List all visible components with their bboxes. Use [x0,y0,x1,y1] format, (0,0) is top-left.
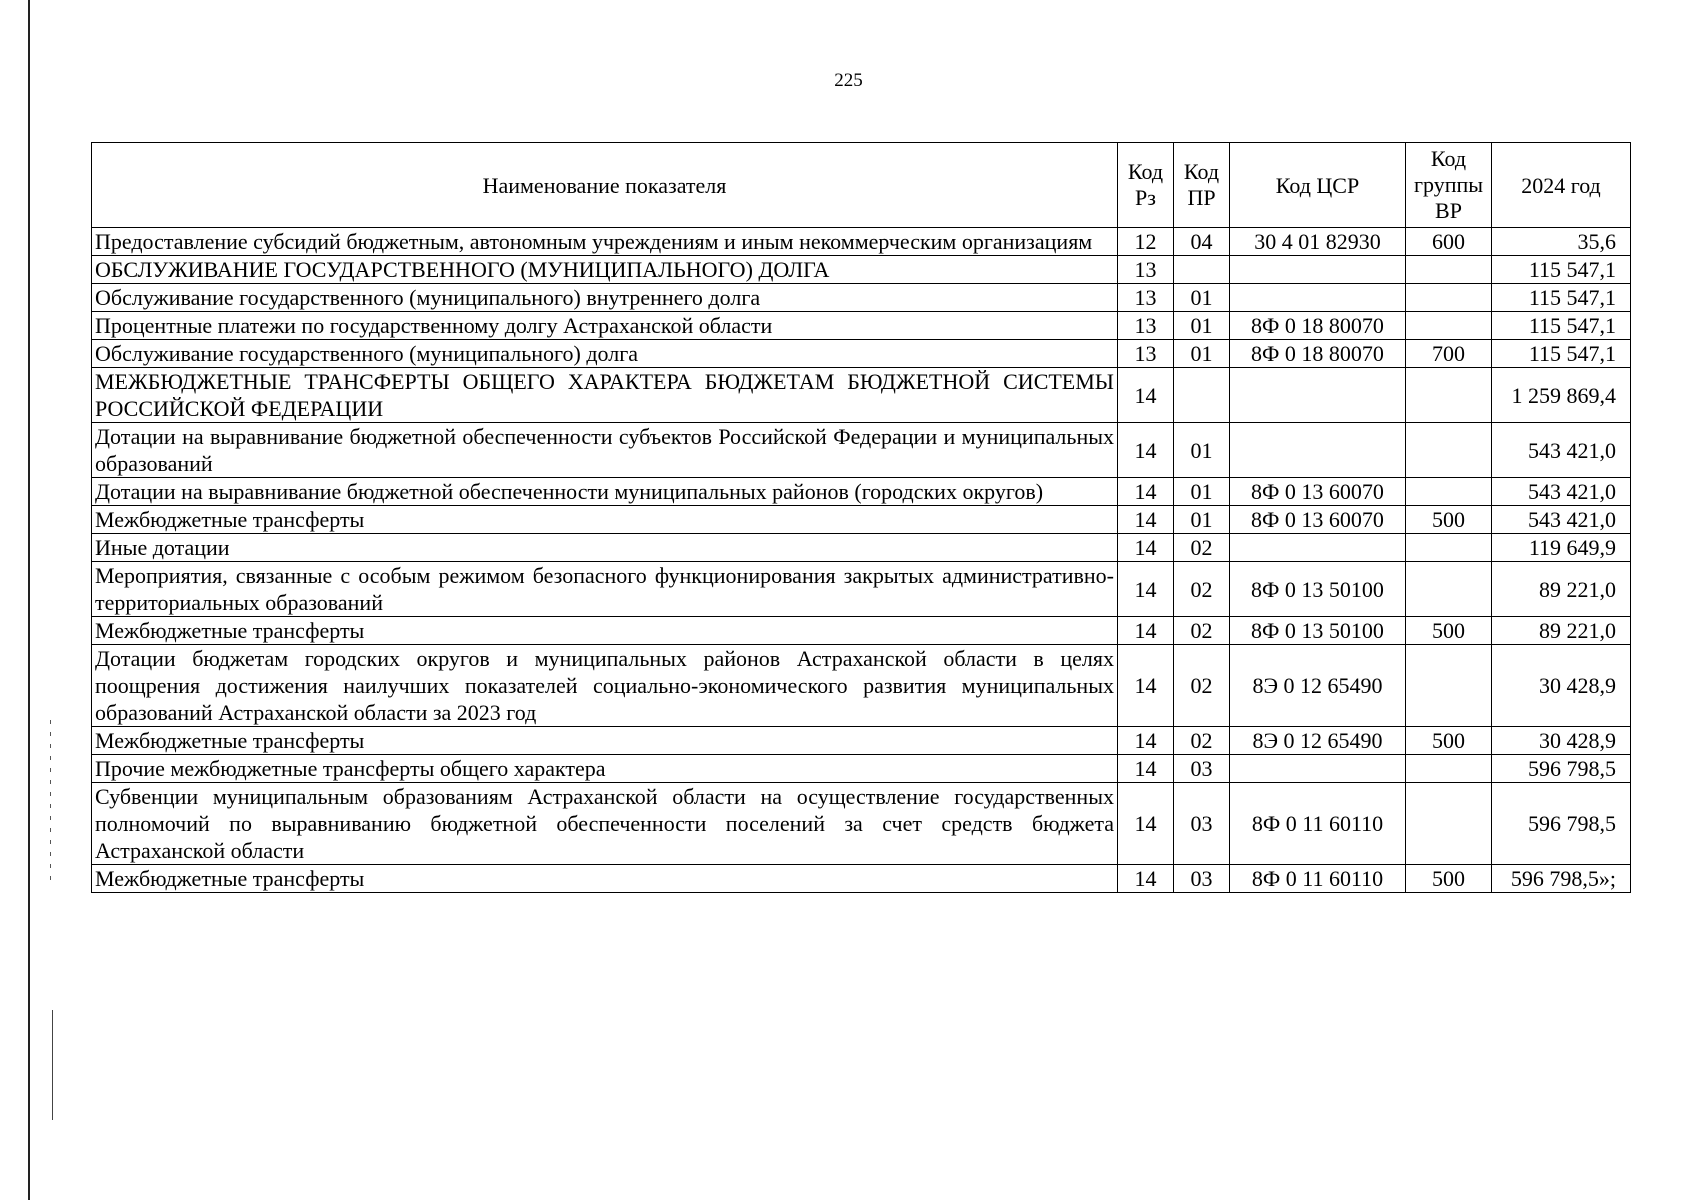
row-pr-cell: 01 [1174,506,1230,534]
row-name-cell: Иные дотации [92,534,1118,562]
row-rz-cell: 14 [1118,783,1174,865]
row-csr-cell: 8Ф 0 13 60070 [1230,506,1406,534]
row-name-cell: Дотации бюджетам городских округов и муниципальных районов Астраханской области в целях поощрения достижения наилучших показателей социально-экономического развития муниципальных образований Астраханской области за 2023 год [92,645,1118,727]
table-row [92,312,1631,340]
table-row [92,865,1631,893]
row-amount-cell: 596 798,5 [1492,783,1631,865]
row-name-cell: Межбюджетные трансферты [92,727,1118,755]
row-csr-cell: 8Ф 0 13 50100 [1230,562,1406,617]
table-row [92,783,1631,865]
row-name-cell: Процентные платежи по государственному долгу Астраханской области [92,312,1118,340]
table-row [92,340,1631,368]
row-name-cell: Прочие межбюджетные трансферты общего характера [92,755,1118,783]
row-amount-cell: 115 547,1 [1492,340,1631,368]
row-vr-cell: 500 [1406,506,1492,534]
row-amount-cell: 543 421,0 [1492,506,1631,534]
row-name-cell: Межбюджетные трансферты [92,617,1118,645]
row-pr-cell: 01 [1174,284,1230,312]
row-vr-cell: 500 [1406,727,1492,755]
row-rz-cell: 12 [1118,228,1174,256]
row-rz-cell: 14 [1118,534,1174,562]
row-vr-cell: 700 [1406,340,1492,368]
table-row [92,755,1631,783]
row-pr-cell: 02 [1174,617,1230,645]
row-amount-cell: 543 421,0 [1492,478,1631,506]
row-pr-cell: 01 [1174,340,1230,368]
row-vr-cell: 500 [1406,617,1492,645]
row-vr-cell [1406,312,1492,340]
row-name-cell: Субвенции муниципальным образованиям Астраханской области на осуществление государственных полномочий по выравниванию бюджетной обеспеченности поселений за счет средств бюджета Астраханской области [92,783,1118,865]
row-pr-cell: 04 [1174,228,1230,256]
row-name-cell: Предоставление субсидий бюджетным, автономным учреждениям и иным некоммерческим организациям [92,228,1118,256]
row-csr-cell: 30 4 01 82930 [1230,228,1406,256]
row-name-cell: Межбюджетные трансферты [92,506,1118,534]
table-row [92,256,1631,284]
row-csr-cell: 8Ф 0 13 50100 [1230,617,1406,645]
row-rz-cell: 13 [1118,256,1174,284]
row-amount-cell: 596 798,5»; [1492,865,1631,893]
row-name-cell: Обслуживание государственного (муниципального) внутреннего долга [92,284,1118,312]
row-csr-cell: 8Э 0 12 65490 [1230,727,1406,755]
row-csr-cell: 8Ф 0 18 80070 [1230,340,1406,368]
header-pr: Код ПР [1174,143,1230,228]
row-vr-cell [1406,368,1492,423]
row-rz-cell: 13 [1118,312,1174,340]
header-year: 2024 год [1492,143,1631,228]
row-csr-cell: 8Ф 0 11 60110 [1230,865,1406,893]
row-vr-cell [1406,783,1492,865]
row-pr-cell: 01 [1174,478,1230,506]
row-vr-cell [1406,423,1492,478]
row-pr-cell: 03 [1174,755,1230,783]
table-row [92,506,1631,534]
row-pr-cell: 03 [1174,865,1230,893]
table-row [92,534,1631,562]
header-rz: Код Рз [1118,143,1174,228]
row-vr-cell [1406,256,1492,284]
row-name-cell: Межбюджетные трансферты [92,865,1118,893]
row-rz-cell: 14 [1118,506,1174,534]
row-amount-cell: 115 547,1 [1492,284,1631,312]
table-row [92,645,1631,727]
row-vr-cell [1406,645,1492,727]
row-rz-cell: 14 [1118,645,1174,727]
table-row [92,284,1631,312]
row-amount-cell: 115 547,1 [1492,312,1631,340]
row-pr-cell: 01 [1174,312,1230,340]
header-csr: Код ЦСР [1230,143,1406,228]
row-amount-cell: 35,6 [1492,228,1631,256]
row-csr-cell [1230,284,1406,312]
row-csr-cell: 8Ф 0 11 60110 [1230,783,1406,865]
row-csr-cell: 8Ф 0 18 80070 [1230,312,1406,340]
row-csr-cell: 8Э 0 12 65490 [1230,645,1406,727]
row-pr-cell: 02 [1174,562,1230,617]
row-rz-cell: 14 [1118,562,1174,617]
binder-line-lower [52,1010,53,1120]
row-pr-cell: 02 [1174,534,1230,562]
row-vr-cell [1406,755,1492,783]
table-row [92,727,1631,755]
binder-dashes [50,720,51,880]
row-pr-cell [1174,256,1230,284]
row-rz-cell: 14 [1118,423,1174,478]
row-name-cell: Мероприятия, связанные с особым режимом безопасного функционирования закрытых административно-территориальных образований [92,562,1118,617]
row-name-cell: ОБСЛУЖИВАНИЕ ГОСУДАРСТВЕННОГО (МУНИЦИПАЛЬНОГО) ДОЛГА [92,256,1118,284]
row-name-cell: Обслуживание государственного (муниципального) долга [92,340,1118,368]
row-vr-cell [1406,284,1492,312]
row-pr-cell: 01 [1174,423,1230,478]
header-vr: Код группы ВР [1406,143,1492,228]
row-amount-cell: 115 547,1 [1492,256,1631,284]
page-number: 225 [834,70,863,91]
row-amount-cell: 543 421,0 [1492,423,1631,478]
binder-line [28,0,30,1200]
table-row [92,228,1631,256]
row-rz-cell: 14 [1118,617,1174,645]
table-row [92,478,1631,506]
row-name-cell: Дотации на выравнивание бюджетной обеспеченности муниципальных районов (городских округов) [92,478,1118,506]
budget-table [91,142,1631,893]
table-row [92,617,1631,645]
row-pr-cell: 02 [1174,645,1230,727]
row-amount-cell: 119 649,9 [1492,534,1631,562]
row-csr-cell: 8Ф 0 13 60070 [1230,478,1406,506]
row-rz-cell: 14 [1118,478,1174,506]
row-rz-cell: 14 [1118,368,1174,423]
row-csr-cell [1230,534,1406,562]
row-rz-cell: 13 [1118,340,1174,368]
table-row [92,368,1631,423]
row-name-cell: Дотации на выравнивание бюджетной обеспеченности субъектов Российской Федерации и муниципальных образований [92,423,1118,478]
row-pr-cell: 02 [1174,727,1230,755]
row-vr-cell [1406,562,1492,617]
row-amount-cell: 30 428,9 [1492,727,1631,755]
row-amount-cell: 596 798,5 [1492,755,1631,783]
header-name: Наименование показателя [92,143,1118,228]
row-amount-cell: 89 221,0 [1492,562,1631,617]
row-csr-cell [1230,368,1406,423]
row-amount-cell: 1 259 869,4 [1492,368,1631,423]
table-header-row [92,143,1631,228]
row-vr-cell: 500 [1406,865,1492,893]
row-name-cell: МЕЖБЮДЖЕТНЫЕ ТРАНСФЕРТЫ ОБЩЕГО ХАРАКТЕРА БЮДЖЕТАМ БЮДЖЕТНОЙ СИСТЕМЫ РОССИЙСКОЙ ФЕДЕРАЦИИ [92,368,1118,423]
row-vr-cell [1406,478,1492,506]
row-csr-cell [1230,423,1406,478]
table-body [92,228,1631,893]
row-amount-cell: 30 428,9 [1492,645,1631,727]
table-row [92,562,1631,617]
row-pr-cell: 03 [1174,783,1230,865]
row-rz-cell: 14 [1118,727,1174,755]
row-pr-cell [1174,368,1230,423]
row-rz-cell: 14 [1118,755,1174,783]
row-rz-cell: 14 [1118,865,1174,893]
row-vr-cell [1406,534,1492,562]
row-amount-cell: 89 221,0 [1492,617,1631,645]
row-rz-cell: 13 [1118,284,1174,312]
row-csr-cell [1230,755,1406,783]
row-vr-cell: 600 [1406,228,1492,256]
row-csr-cell [1230,256,1406,284]
table-row [92,423,1631,478]
